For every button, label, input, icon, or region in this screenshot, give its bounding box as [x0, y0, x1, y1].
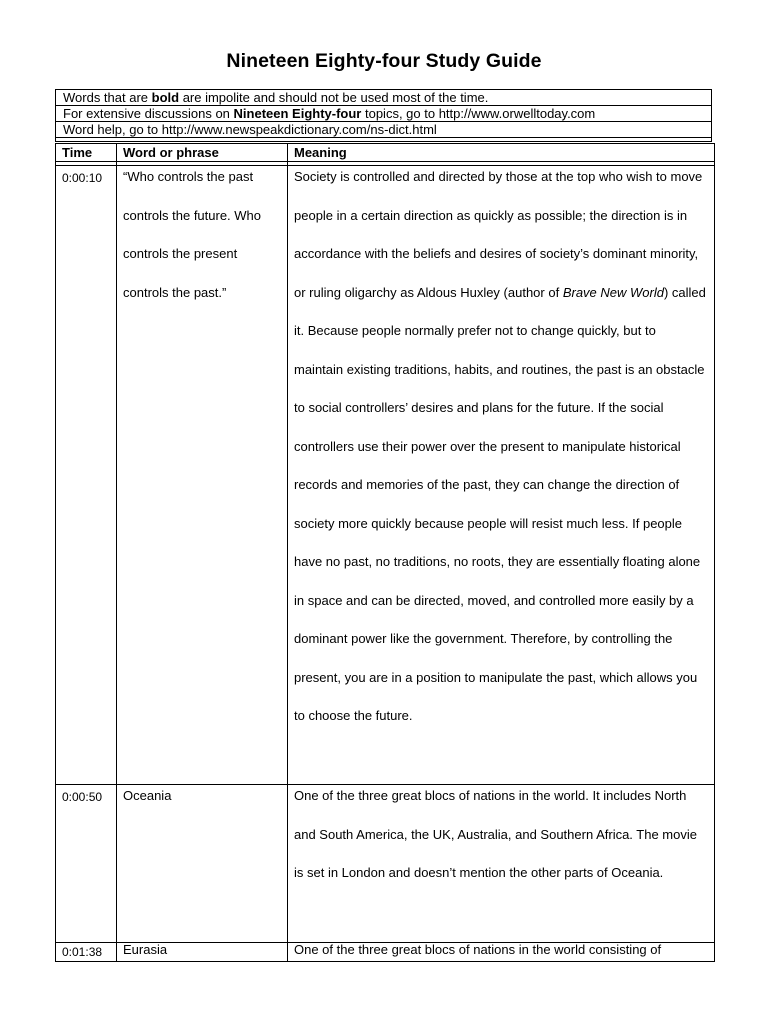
- table-row: [56, 785, 715, 943]
- info-line: [56, 122, 712, 138]
- row-meaning: One of the three great blocs of nations in the world. It includes North and South America, the UK, Australia, and Southern Africa. The movie is set in London and doesn’t mention the other parts of Oceania.: [294, 788, 697, 880]
- info-line: [56, 106, 712, 122]
- row-word: Oceania: [123, 788, 172, 803]
- info-spacer: [56, 138, 712, 142]
- info-text: For extensive discussions on: [63, 106, 234, 121]
- info-bold-text: Nineteen Eighty-four: [233, 106, 362, 121]
- info-text: topics, go to http://www.orwelltoday.com: [361, 106, 596, 121]
- table-row: [56, 166, 715, 785]
- info-line: [56, 90, 712, 106]
- info-text: Words that are: [63, 90, 152, 105]
- info-text: Word help, go to http://www.newspeakdictionary.com/ns-dict.html: [63, 122, 437, 137]
- header-time: Time: [56, 144, 117, 162]
- row-time: 0:01:38: [62, 945, 103, 959]
- page-title: Nineteen Eighty-four Study Guide: [226, 50, 542, 72]
- row-time: 0:00:10: [62, 171, 103, 185]
- info-box: [55, 89, 712, 142]
- header-word: Word or phrase: [117, 144, 288, 162]
- book-title: Brave New World: [562, 284, 664, 300]
- row-time: 0:00:50: [62, 790, 103, 804]
- meaning-text: ) called it. Because people normally prefer not to change quickly, but to maintain existing traditions, habits, and routines, the past is an obstacle to social controllers’ desires and plans for the future. If the social controllers use their power over the present to manipulate historical records and memories of the past, they can change the direction of society more quickly because people will resist much less. If people have no past, no traditions, no roots, they are essentially floating alone in space and can be directed, moved, and controlled more easily by a dominant power like the government. Therefore, by controlling the present, you are in a position to manipulate the past, which allows you to choose the future.: [294, 284, 706, 723]
- study-guide-table: [55, 143, 715, 962]
- row-word: “Who controls the past controls the future. Who controls the present controls the past.”: [123, 169, 262, 300]
- info-text: are impolite and should not be used most of the time.: [179, 90, 489, 105]
- row-meaning: [294, 158, 708, 736]
- info-bold-text: bold: [151, 90, 180, 105]
- table-row: [56, 943, 715, 962]
- meaning-text: Society is controlled and directed by those at the top who wish to move people in a certain direction as quickly as possible; the direction is in accordance with the beliefs and desires of society’s dominant minority, or ruling oligarchy as Aldous Huxley (author of: [294, 169, 703, 300]
- row-word: Eurasia: [123, 942, 168, 957]
- row-meaning: One of the three great blocs of nations in the world consisting of: [294, 942, 662, 957]
- header-meaning: Meaning: [288, 144, 715, 162]
